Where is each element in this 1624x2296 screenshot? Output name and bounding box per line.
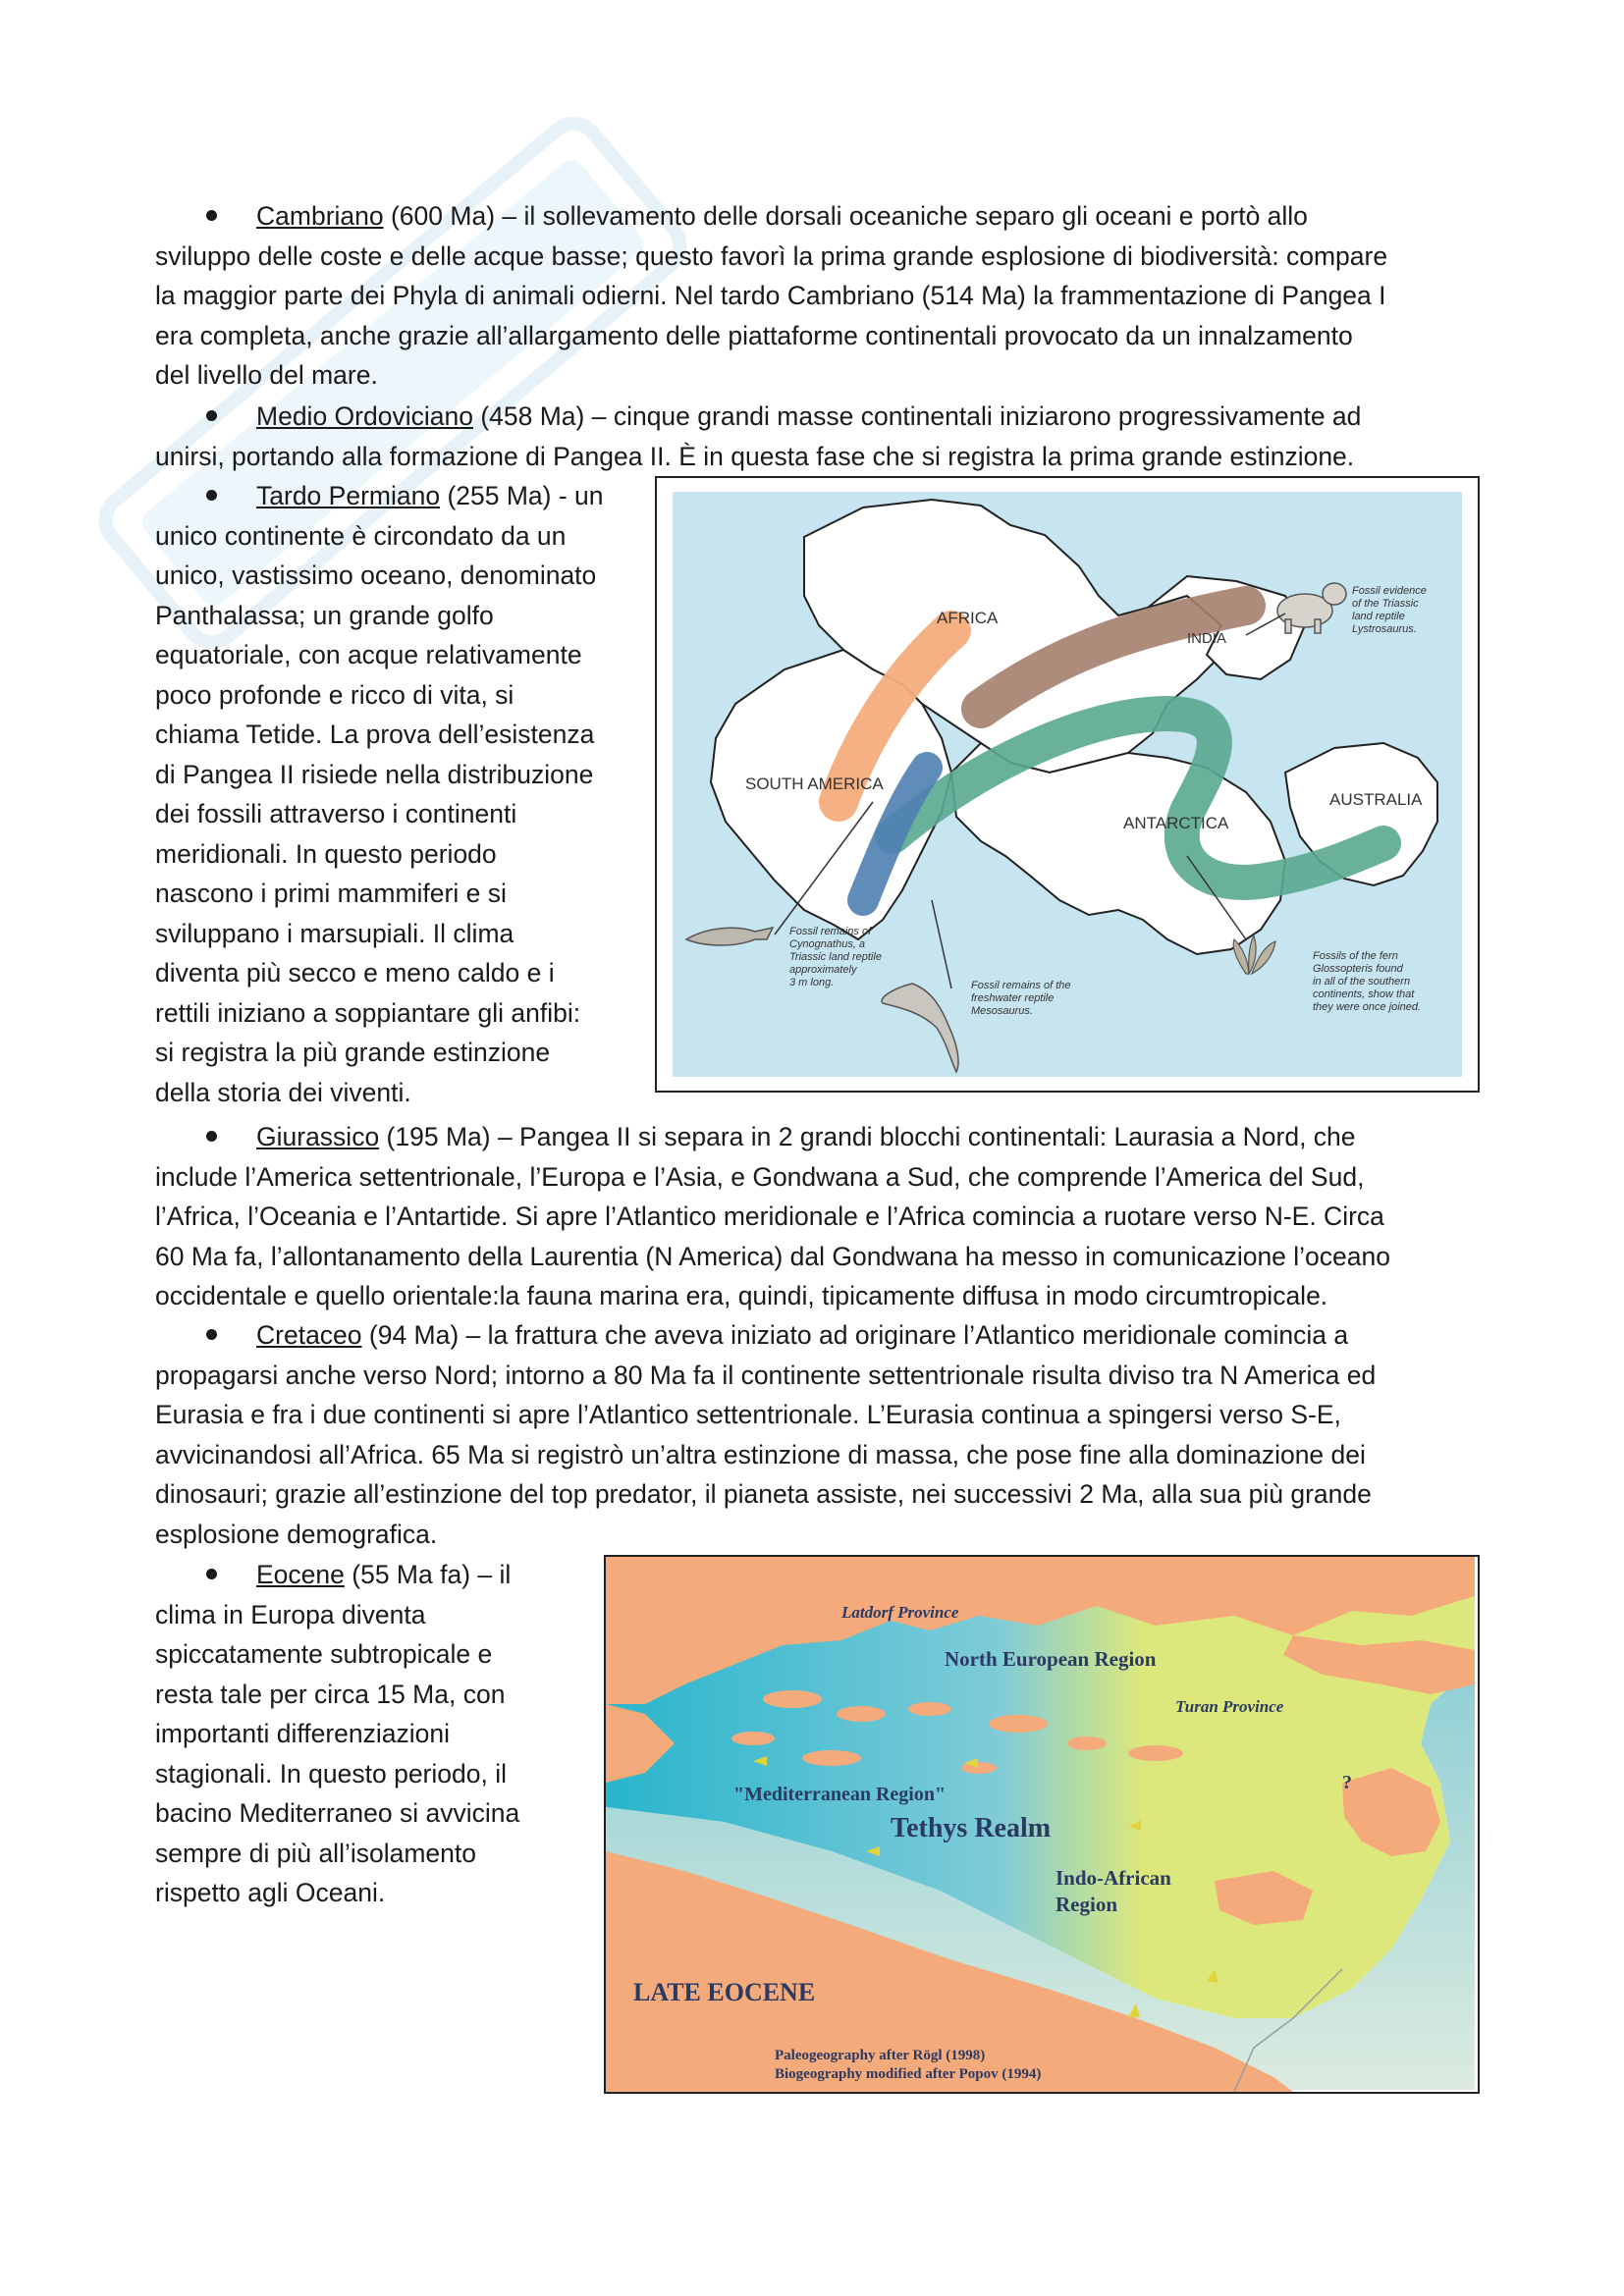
caption-lystrosaurus: Fossil evidence of the Triassic land reptile Lystrosaurus. [1352, 585, 1427, 635]
text-line: unirsi, portando alla formazione di Pangea II. È in questa fase che si registra la prima grande estinzione. [155, 441, 1355, 471]
paragraph-eocene [155, 1555, 587, 1913]
text-line: spiccatamente subtropicale e [155, 1639, 493, 1669]
text-line: occidentale e quello orientale:la fauna marina era, quindi, tipicamente diffusa in modo circumtropicale. [155, 1281, 1328, 1310]
term-cretaceo: Cretaceo [256, 1320, 362, 1350]
eocene-map-figure [604, 1555, 1480, 2094]
text-line: (600 Ma) – il sollevamento delle dorsali oceaniche separo gli oceani e portò allo [383, 201, 1308, 231]
label-turan: Turan Province [1175, 1697, 1284, 1716]
label-south-america: SOUTH AMERICA [745, 774, 884, 793]
paragraph-permiano [155, 476, 646, 1112]
text-line: resta tale per circa 15 Ma, con [155, 1679, 506, 1709]
text-line: sempre di più all’isolamento [155, 1838, 476, 1868]
label-africa: AFRICA [937, 609, 999, 627]
text-line: rettili iniziano a soppiantare gli anfibi: [155, 997, 581, 1028]
text-line: sviluppano i marsupiali. Il clima [155, 918, 514, 948]
text-line: unico, vastissimo oceano, denominato [155, 561, 597, 590]
text-line: dei fossili attraverso i continenti [155, 799, 517, 828]
text-line: importanti differenziazioni [155, 1719, 451, 1748]
text-line: era completa, anche grazie all’allargamento delle piattaforme continentali provocato da un innalzamento [155, 320, 1353, 350]
pangea-map-figure [655, 476, 1480, 1093]
label-latdorf: Latdorf Province [841, 1603, 959, 1622]
term-permiano: Tardo Permiano [256, 481, 441, 510]
text-line: propagarsi anche verso Nord; intorno a 80 Ma fa il continente settentrionale risulta diviso tra N America ed [155, 1360, 1377, 1390]
text-line: stagionali. In questo periodo, il [155, 1758, 507, 1789]
text-line: esplosione demografica. [155, 1519, 438, 1549]
label-tethys: Tethys Realm [891, 1813, 1052, 1843]
credit-biogeography: Biogeography modified after Popov (1994) [775, 2066, 1042, 2082]
text-line: sviluppo delle coste e delle acque basse; questo favorì la prima grande esplosione di biodiversità: compare [155, 240, 1388, 271]
pangea-map [657, 478, 1478, 1091]
label-late-eocene: LATE EOCENE [633, 1978, 816, 2006]
text-line: (458 Ma) – cinque grandi masse continentali iniziarono progressivamente ad [472, 401, 1362, 431]
text-line: diventa più secco e meno caldo e i [155, 958, 555, 988]
bullet-icon [206, 490, 217, 501]
text-line: nascono i primi mammiferi e si [155, 879, 507, 908]
text-line: avvicinandosi all’Africa. 65 Ma si registrò un’altra estinzione di massa, che pose fine alla dominazione dei [155, 1439, 1366, 1469]
bullet-line [155, 1315, 1476, 1356]
text-line: chiama Tetide. La prova dell’esistenza [155, 720, 595, 749]
label-question: ? [1342, 1772, 1352, 1793]
paragraph-giurassico [155, 1117, 1476, 1316]
credit-paleogeography: Paleogeography after Rögl (1998) [775, 2048, 986, 2063]
term-cambriano: Cambriano [256, 201, 384, 231]
paragraph-cretaceo [155, 1315, 1476, 1554]
label-india: INDIA [1187, 630, 1227, 647]
text-line: Panthalassa; un grande golfo [155, 600, 494, 630]
label-north-european: North European Region [945, 1647, 1157, 1671]
text-line: meridionali. In questo periodo [155, 838, 497, 869]
text-line: unico continente è circondato da un [155, 520, 567, 551]
bullet-line [155, 397, 1476, 437]
paragraph-ordoviciano [155, 397, 1476, 476]
text-line: del livello del mare. [155, 360, 378, 390]
text-line: Eurasia e fra i due continenti si apre l’Atlantico settentrionale. L’Eurasia continua a spingersi verso S-E, [155, 1400, 1341, 1429]
term-ordoviciano: Medio Ordoviciano [256, 401, 473, 431]
bullet-line [155, 476, 646, 516]
term-eocene: Eocene [256, 1560, 345, 1589]
text-line: (55 Ma fa) – il [344, 1560, 512, 1589]
caption-glossopteris: Fossils of the fern Glossopteris found in all of the southern continents, show that they were once joined. [1313, 950, 1422, 1013]
bullet-icon [206, 410, 217, 421]
text-line: equatoriale, con acque relativamente [155, 640, 582, 669]
label-indo-african: Indo-African Region [1056, 1866, 1171, 1916]
bullet-icon [206, 1569, 217, 1579]
text-line: dinosauri; grazie all’estinzione del top predator, il pianeta assiste, nei successivi 2 Ma, alla sua più grande [155, 1479, 1372, 1509]
eocene-map [606, 1557, 1478, 2092]
paragraph-cambriano [155, 196, 1476, 396]
text-line: poco profonde e ricco di vita, si [155, 679, 514, 710]
caption-cynognathus: Fossil remains of Cynognathus, a Triassic land reptile approximately 3 m long. [789, 926, 882, 988]
text-line: si registra la più grande estinzione [155, 1038, 551, 1067]
text-line: (255 Ma) - un [440, 481, 604, 510]
bullet-line [155, 1117, 1476, 1157]
text-line: la maggior parte dei Phyla di animali odierni. Nel tardo Cambriano (514 Ma) la frammentazione di Pangea I [155, 281, 1386, 310]
bullet-icon [206, 1131, 217, 1142]
text-line: (94 Ma) – la frattura che aveva iniziato ad originare l’Atlantico meridionale comincia a [361, 1320, 1349, 1350]
text-line: della storia dei viventi. [155, 1077, 411, 1107]
term-giurassico: Giurassico [256, 1122, 380, 1151]
text-line: di Pangea II risiede nella distribuzione [155, 759, 594, 789]
label-mediterranean: "Mediterranean Region" [733, 1784, 947, 1805]
label-australia: AUSTRALIA [1329, 790, 1423, 809]
bullet-icon [206, 1329, 217, 1340]
text-line: (195 Ma) – Pangea II si separa in 2 grandi blocchi continentali: Laurasia a Nord, che [379, 1122, 1356, 1151]
text-line: 60 Ma fa, l’allontanamento della Laurentia (N America) dal Gondwana ha messo in comunicazione l’oceano [155, 1241, 1390, 1271]
label-antarctica: ANTARCTICA [1123, 814, 1229, 832]
bullet-line [155, 196, 1476, 237]
text-line: bacino Mediterraneo si avvicina [155, 1798, 520, 1828]
text-line: include l’America settentrionale, l’Europa e l’Asia, e Gondwana a Sud, che comprende l’America del Sud, [155, 1161, 1365, 1192]
caption-mesosaurus: Fossil remains of the freshwater reptile Mesosaurus. [971, 980, 1071, 1017]
bullet-icon [206, 210, 217, 221]
text-line: rispetto agli Oceani. [155, 1878, 386, 1907]
bullet-line [155, 1555, 587, 1595]
text-line: l’Africa, l’Oceania e l’Antartide. Si apre l’Atlantico meridionale e l’Africa comincia a ruotare verso N-E. Circa [155, 1201, 1384, 1231]
text-line: clima in Europa diventa [155, 1599, 426, 1629]
